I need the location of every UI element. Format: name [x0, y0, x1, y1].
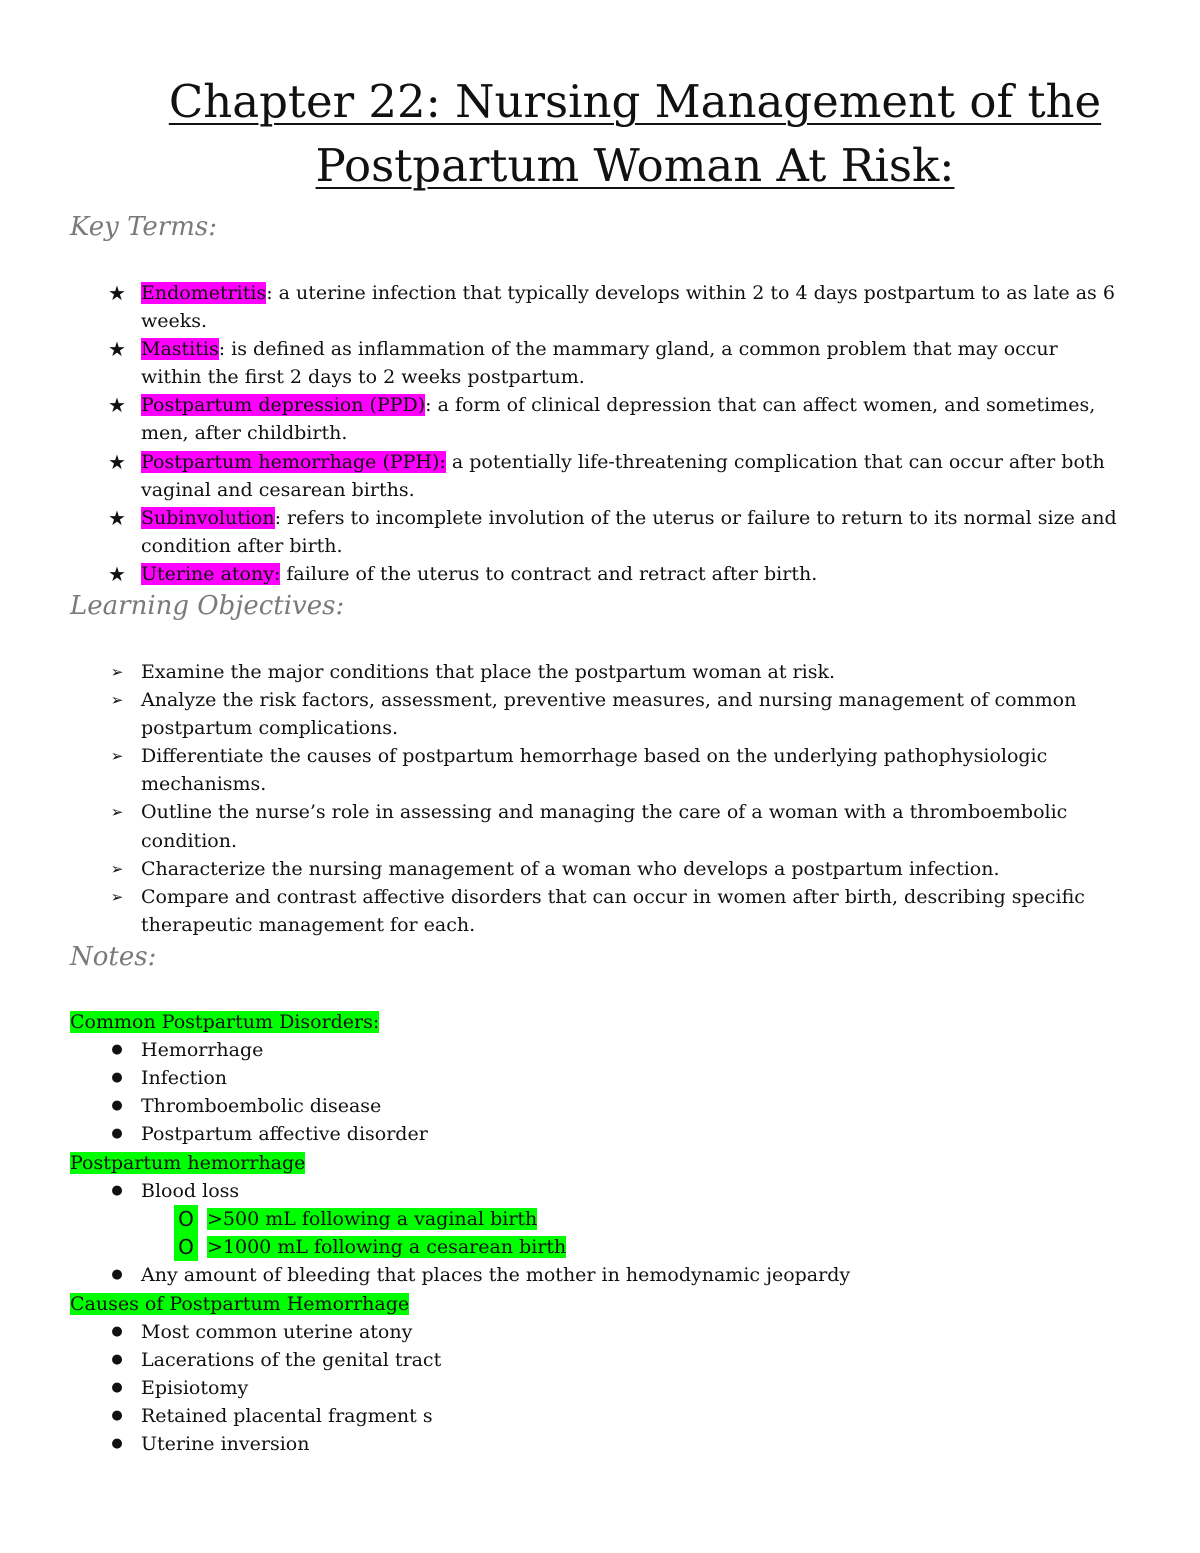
notes-heading: Notes:	[70, 942, 157, 972]
postpartum-hemorrhage-heading	[70, 1149, 305, 1177]
arrow-icon: ➢	[110, 691, 124, 710]
list-item	[0, 1318, 519, 1346]
bullet-icon: ●	[111, 1380, 123, 1396]
list-item	[0, 1036, 506, 1064]
arrow-icon: ➢	[110, 663, 124, 681]
star-icon: ★	[108, 337, 126, 362]
list-item-text: Thromboembolic disease	[141, 1095, 382, 1118]
objective-item	[0, 883, 1200, 939]
postpartum-hemorrhage-label: Postpartum hemorrhage	[70, 1152, 306, 1174]
causes-heading	[70, 1290, 409, 1318]
list-item-text: Episiotomy	[141, 1377, 249, 1400]
objective-text: Examine the major conditions that place the postpartum woman at risk.	[141, 661, 836, 683]
key-term-definition: a potentially life-threatening complication that can occur after both vaginal and cesarean births.	[141, 450, 1105, 501]
arrow-icon: ➢	[110, 747, 124, 766]
objective-text: Analyze the risk factors, assessment, preventive measures, and nursing management of common postpartum complications.	[141, 689, 1077, 740]
list-item-text: Lacerations of the genital tract	[141, 1349, 442, 1372]
list-item	[0, 1402, 519, 1430]
key-term-item	[0, 335, 1200, 391]
key-term-definition: : is defined as inflammation of the mammary gland, a common problem that may occur within the first 2 days to 2 weeks postpartum.	[141, 338, 1058, 389]
objective-text: Differentiate the causes of postpartum hemorrhage based on the underlying pathophysiologic mechanisms.	[141, 745, 1048, 796]
key-term-definition: : refers to incomplete involution of the uterus or failure to return to its normal size and condition after birth.	[141, 506, 1117, 557]
key-term-item	[0, 279, 1200, 335]
key-terms-heading: Key Terms:	[70, 212, 217, 242]
list-item-text: Most common uterine atony	[141, 1321, 413, 1343]
key-term-item	[0, 448, 1200, 504]
list-item-text: Uterine inversion	[141, 1433, 310, 1456]
list-item	[0, 1261, 928, 1289]
title-line-1: Chapter 22: Nursing Management of the	[168, 75, 1102, 128]
arrow-icon: ➢	[110, 859, 124, 878]
sub-item-highlight	[178, 1235, 567, 1260]
key-term-item	[0, 391, 1200, 447]
list-item-text: Infection	[141, 1067, 228, 1090]
arrow-icon: ➢	[110, 803, 124, 822]
list-item-text: Any amount of bleeding that places the mother in hemodynamic jeopardy	[141, 1264, 851, 1287]
key-term-label: Uterine atony:	[141, 562, 281, 585]
objective-item	[0, 742, 1200, 798]
sub-item-text: >1000 mL following a cesarean birth	[207, 1236, 567, 1259]
bullet-icon: ●	[111, 1042, 123, 1057]
bullet-icon: ●	[111, 1324, 123, 1339]
objective-item	[0, 798, 1200, 854]
list-item	[0, 1177, 928, 1205]
key-term-definition: : a form of clinical depression that can affect women, and sometimes, men, after childbirth.	[141, 394, 1096, 445]
common-disorders-label: Common Postpartum Disorders:	[70, 1011, 380, 1033]
objective-text: Characterize the nursing management of a woman who develops a postpartum infection.	[141, 857, 1000, 880]
key-term-label: Endometritis	[141, 282, 267, 304]
common-disorders-list	[0, 1036, 506, 1148]
common-disorders-heading	[70, 1008, 379, 1036]
list-item	[0, 1430, 519, 1458]
key-terms-list	[0, 279, 1200, 588]
circle-icon: O	[174, 1233, 198, 1261]
sub-list-item	[0, 1205, 928, 1233]
learning-objectives-heading: Learning Objectives:	[70, 591, 345, 621]
key-term-item	[0, 560, 1200, 588]
list-item	[0, 1064, 506, 1092]
bullet-icon: ●	[111, 1352, 123, 1368]
bullet-icon: ●	[111, 1436, 123, 1452]
sub-item-text: >500 mL following a vaginal birth	[207, 1208, 538, 1231]
circle-icon: O	[174, 1205, 198, 1233]
objective-text: Outline the nurse’s role in assessing and managing the care of a woman with a thromboembolic condition.	[141, 801, 1068, 852]
page-title	[120, 70, 1150, 198]
objective-item	[0, 686, 1200, 742]
star-icon: ★	[108, 393, 126, 418]
objective-item	[0, 855, 1200, 883]
arrow-icon: ➢	[110, 887, 124, 906]
bullet-icon: ●	[111, 1070, 123, 1086]
key-term-label: Postpartum hemorrhage (PPH):	[141, 450, 446, 473]
star-icon: ★	[108, 281, 126, 305]
bullet-icon: ●	[111, 1126, 123, 1142]
objective-text: Compare and contrast affective disorders that can occur in women after birth, describing specific therapeutic management for each.	[141, 885, 1085, 936]
list-item	[0, 1346, 519, 1374]
key-term-label: Subinvolution	[141, 506, 275, 529]
bullet-icon: ●	[111, 1408, 123, 1424]
list-item-text: Blood loss	[141, 1180, 240, 1202]
star-icon: ★	[108, 505, 126, 530]
postpartum-hemorrhage-list	[0, 1177, 928, 1289]
objective-item	[0, 658, 1200, 686]
list-item-text: Postpartum affective disorder	[141, 1123, 428, 1146]
causes-label: Causes of Postpartum Hemorrhage	[70, 1293, 410, 1315]
learning-objectives-list	[0, 658, 1200, 939]
sub-list-item	[0, 1233, 928, 1261]
key-term-label: Postpartum depression (PPD)	[141, 394, 426, 417]
causes-list	[0, 1318, 519, 1458]
key-term-definition: failure of the uterus to contract and retract after birth.	[280, 562, 818, 585]
list-item	[0, 1092, 506, 1120]
star-icon: ★	[108, 561, 126, 586]
bullet-icon: ●	[111, 1183, 123, 1198]
key-term-definition: : a uterine infection that typically develops within 2 to 4 days postpartum to as late as 6 weeks.	[141, 282, 1115, 333]
bullet-icon: ●	[111, 1267, 123, 1283]
list-item-text: Retained placental fragment s	[141, 1405, 433, 1428]
title-line-2: Postpartum Woman At Risk:	[315, 139, 955, 192]
list-item	[0, 1374, 519, 1402]
key-term-item	[0, 504, 1200, 560]
bullet-icon: ●	[111, 1098, 123, 1114]
list-item-text: Hemorrhage	[141, 1039, 264, 1061]
sub-item-highlight	[178, 1207, 538, 1232]
key-term-label: Mastitis	[141, 338, 219, 361]
list-item	[0, 1120, 506, 1148]
star-icon: ★	[108, 449, 126, 474]
